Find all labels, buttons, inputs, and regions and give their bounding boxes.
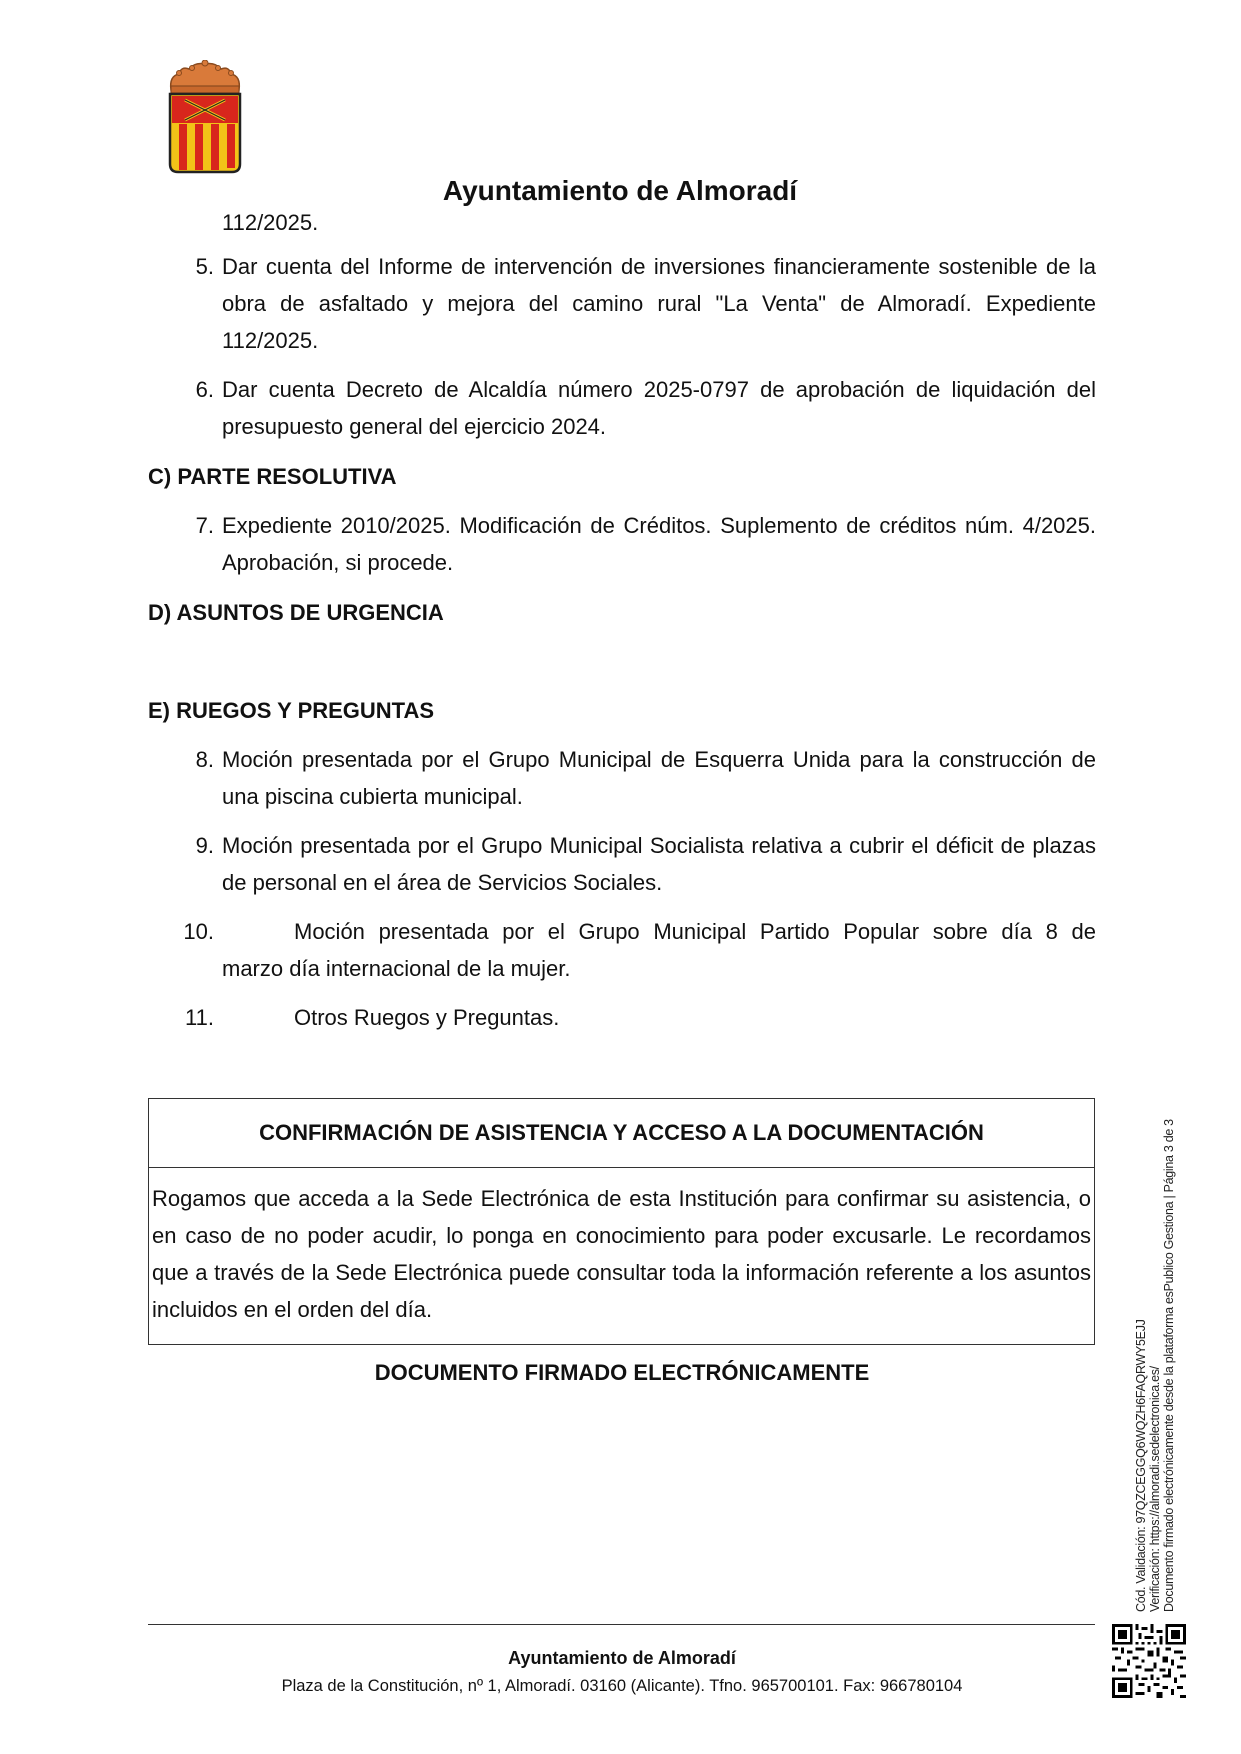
item-number: 9. — [195, 833, 214, 858]
section-heading-c: C) PARTE RESOLUTIVA — [148, 464, 397, 489]
qr-code-icon[interactable] — [1112, 1624, 1186, 1698]
verification-signature-note: Documento firmado electrónicamente desde la plataforma esPublico Gestiona | Página 3 de 3 — [1162, 1119, 1176, 1612]
section-heading-d: D) ASUNTOS DE URGENCIA — [148, 600, 444, 625]
agenda-item-11 — [148, 999, 1096, 1036]
item-text: Dar cuenta del Informe de intervención de inversiones financieramente sostenible de la obra de asfaltado y mejora del camino rural "La Venta" de Almoradí. Expediente 112/2025. — [222, 254, 1096, 353]
item-number: 10. — [183, 919, 214, 944]
confirmation-box-body: Rogamos que acceda a la Sede Electrónica de esta Institución para confirmar su asistencia, o en caso de no poder acudir, lo ponga en conocimiento para poder excusarle. Le recordamos que a través de la Sede Electrónica puede consultar toda la información referente a los asuntos incluidos en el orden del día. — [152, 1186, 1091, 1322]
agenda-item-7 — [148, 507, 1096, 581]
item-text: Moción presentada por el Grupo Municipal de Esquerra Unida para la construcción de una piscina cubierta municipal. — [222, 747, 1096, 809]
confirmation-box — [148, 1098, 1095, 1345]
agenda-item-5 — [148, 248, 1096, 359]
continuation-text: 112/2025. — [222, 210, 319, 235]
verification-sidebar — [1134, 1092, 1176, 1612]
item-number: 5. — [195, 254, 214, 279]
page-header-title: Ayuntamiento de Almoradí — [442, 175, 798, 206]
item-number: 6. — [195, 377, 214, 402]
footer-divider — [148, 1624, 1095, 1625]
footer-organization: Ayuntamiento de Almoradí — [508, 1648, 736, 1668]
confirmation-box-title: CONFIRMACIÓN DE ASISTENCIA Y ACCESO A LA DOCUMENTACIÓN — [149, 1099, 1094, 1168]
item-text: Moción presentada por el Grupo Municipal Socialista relativa a cubrir el déficit de plazas de personal en el área de Servicios Sociales. — [222, 833, 1096, 895]
item-number: 11. — [185, 1005, 214, 1030]
coat-of-arms-logo — [165, 60, 245, 175]
item-text: Otros Ruegos y Preguntas. — [294, 1005, 560, 1030]
footer-address: Plaza de la Constitución, nº 1, Almoradí. 03160 (Alicante). Tfno. 965700101. Fax: 966780104 — [281, 1677, 963, 1695]
item-text: Expediente 2010/2025. Modificación de Créditos. Suplemento de créditos núm. 4/2025. Aprobación, si procede. — [222, 513, 1096, 575]
shield-icon — [170, 94, 240, 172]
item-text: Dar cuenta Decreto de Alcaldía número 2025-0797 de aprobación de liquidación del presupuesto general del ejercicio 2024. — [222, 377, 1096, 439]
item-text-line2: marzo día internacional de la mujer. — [222, 956, 571, 981]
agenda-item-6 — [148, 371, 1096, 445]
agenda-item-10 — [148, 913, 1096, 987]
signed-notice: DOCUMENTO FIRMADO ELECTRÓNICAMENTE — [374, 1360, 870, 1385]
item-number: 8. — [195, 747, 214, 772]
verification-code: Cód. Validación: 97QZCEGGQ6WQZH6FAQRWY5EJJ — [1134, 1319, 1148, 1612]
section-heading-e: E) RUEGOS Y PREGUNTAS — [148, 698, 435, 723]
agenda-item-8 — [148, 741, 1096, 815]
verification-url[interactable]: Verificación: https://almoradi.sedelectronica.es/ — [1148, 1366, 1162, 1612]
crown-icon — [171, 60, 240, 93]
item-number: 7. — [195, 513, 214, 538]
agenda-item-9 — [148, 827, 1096, 901]
item-text-line1: Moción presentada por el Grupo Municipal Partido Popular sobre día 8 de — [294, 919, 1096, 944]
